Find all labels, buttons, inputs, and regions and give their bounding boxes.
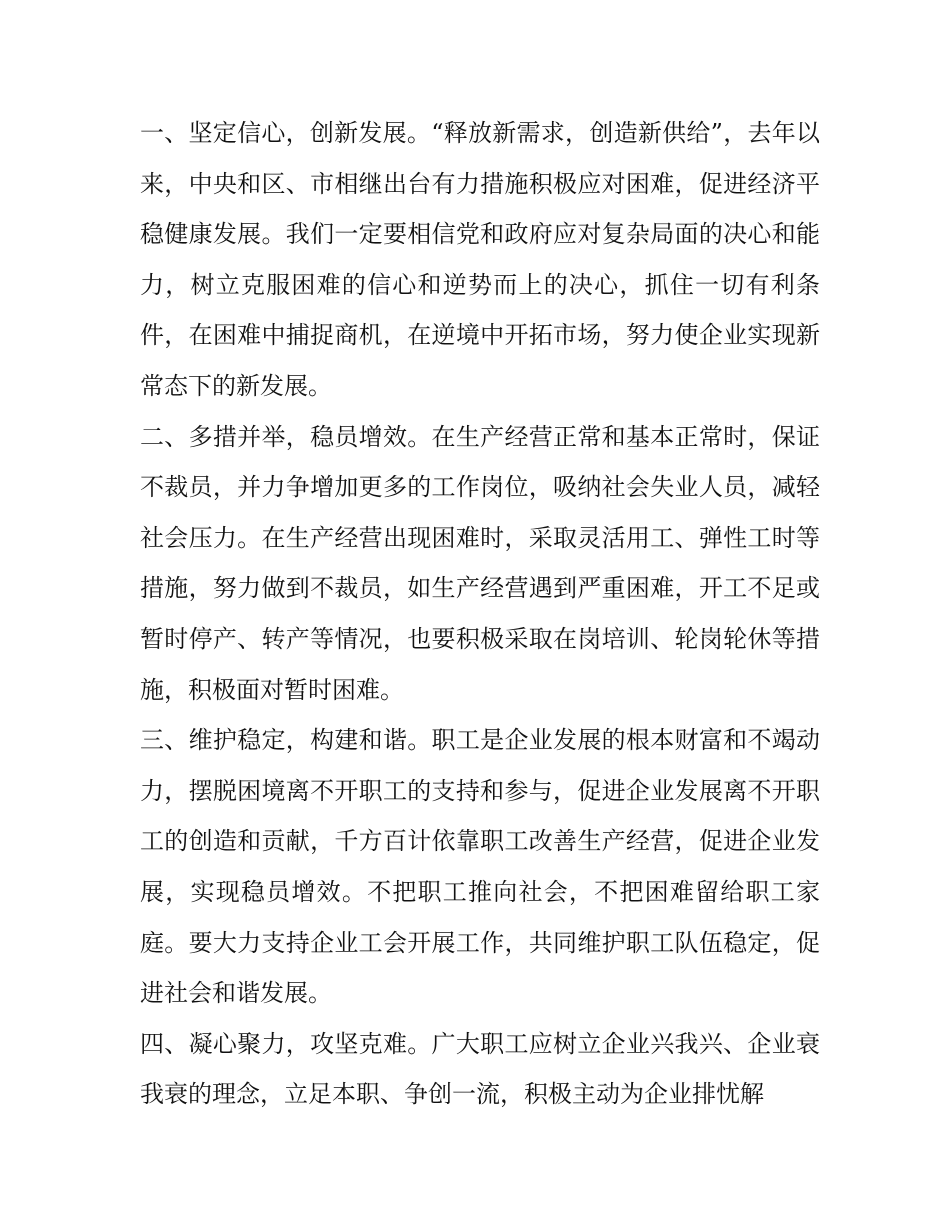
- paragraph-2: 二、多措并举，稳员增效。在生产经营正常和基本正常时，保证不裁员，并力争增加更多的工作岗位，吸纳社会失业人员，减轻社会压力。在生产经营出现困难时，采取灵活用工、弹性工时等措施，努力做到不裁员，如生产经营遇到严重困难，开工不足或暂时停产、转产等情况，也要积极采取在岗培训、轮岗轮休等措施，积极面对暂时困难。: [140, 422, 820, 704]
- paragraph-3: 三、维护稳定，构建和谐。职工是企业发展的根本财富和不竭动力，摆脱困境离不开职工的支持和参与，促进企业发展离不开职工的创造和贡献，千方百计依靠职工改善生产经营，促进企业发展，实现稳员增效。不把职工推向社会，不把困难留给职工家庭。要大力支持企业工会开展工作，共同维护职工队伍稳定，促进社会和谐发展。: [140, 726, 820, 1008]
- paragraph-4: 四、凝心聚力，攻坚克难。广大职工应树立企业兴我兴、企业衰我衰的理念，立足本职、争创一流，积极主动为企业排忧解: [140, 1029, 820, 1109]
- paragraph-1: 一、坚定信心，创新发展。“释放新需求，创造新供给”，去年以来，中央和区、市相继出台有力措施积极应对困难，促进经济平稳健康发展。我们一定要相信党和政府应对复杂局面的决心和能力，树立克服困难的信心和逆势而上的决心，抓住一切有利条件，在困难中捕捉商机，在逆境中开拓市场，努力使企业实现新常态下的新发展。: [140, 119, 820, 400]
- document-body: [140, 108, 820, 1120]
